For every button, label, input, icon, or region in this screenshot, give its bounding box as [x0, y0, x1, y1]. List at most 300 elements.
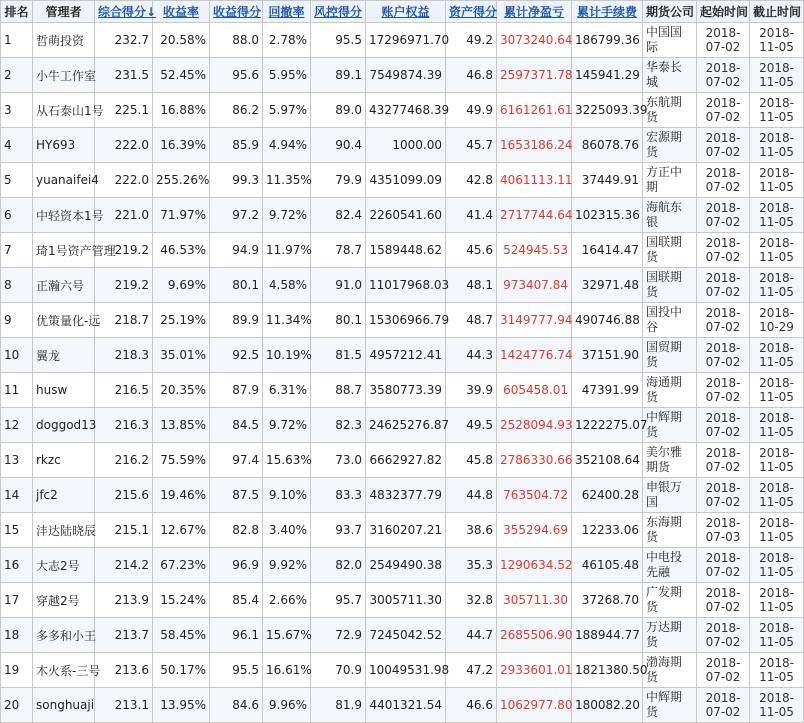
return-score-cell: 94.9	[210, 233, 263, 268]
cum-profit-cell: 6161261.61	[497, 93, 572, 128]
score-cell: 214.2	[95, 548, 153, 583]
risk-score-cell: 95.5	[311, 23, 366, 58]
sort-cum-profit-header[interactable]: 累计净盈亏	[497, 1, 572, 23]
end-date-cell: 2018-11-05	[750, 618, 804, 653]
futures-company-cell: 宏源期货	[643, 128, 697, 163]
cum-profit-cell: 1424776.74	[497, 338, 572, 373]
return-score-cell: 96.9	[210, 548, 263, 583]
risk-score-cell: 73.0	[311, 443, 366, 478]
table-row	[1, 478, 804, 513]
asset-score-cell: 45.8	[446, 443, 497, 478]
cum-fee-cell: 47391.99	[572, 373, 643, 408]
cum-fee-cell: 186799.36	[572, 23, 643, 58]
return-cell: 20.35%	[153, 373, 210, 408]
manager-link[interactable]: 中轻资本1号	[33, 198, 95, 233]
asset-score-cell: 38.6	[446, 513, 497, 548]
rank-cell: 8	[1, 268, 33, 303]
equity-cell: 3580773.39	[366, 373, 446, 408]
manager-link[interactable]: doggod13	[33, 408, 95, 443]
futures-company-cell: 东海期货	[643, 513, 697, 548]
manager-link[interactable]: 正瀚六号	[33, 268, 95, 303]
asset-score-cell: 48.1	[446, 268, 497, 303]
start-date-cell: 2018-07-02	[697, 478, 750, 513]
drawdown-cell: 9.72%	[263, 198, 311, 233]
return-score-cell: 89.9	[210, 303, 263, 338]
score-cell: 222.0	[95, 128, 153, 163]
cum-profit-cell: 1290634.52	[497, 548, 572, 583]
return-cell: 9.69%	[153, 268, 210, 303]
score-cell: 232.7	[95, 23, 153, 58]
manager-link[interactable]: 哲萌投资	[33, 23, 95, 58]
rank-cell: 16	[1, 548, 33, 583]
asset-score-cell: 46.6	[446, 688, 497, 723]
equity-cell: 7245042.52	[366, 618, 446, 653]
score-cell: 216.5	[95, 373, 153, 408]
asset-score-cell: 49.9	[446, 93, 497, 128]
return-score-cell: 95.5	[210, 653, 263, 688]
cum-profit-cell: 2717744.64	[497, 198, 572, 233]
header-end-date: 截止时间	[750, 1, 804, 23]
end-date-cell: 2018-11-05	[750, 198, 804, 233]
cum-profit-cell: 605458.01	[497, 373, 572, 408]
equity-cell: 24625276.87	[366, 408, 446, 443]
sort-score-header[interactable]: 综合得分↓	[95, 1, 153, 23]
score-cell: 219.2	[95, 233, 153, 268]
header-row	[1, 1, 804, 23]
start-date-cell: 2018-07-02	[697, 373, 750, 408]
rank-cell: 15	[1, 513, 33, 548]
equity-cell: 3160207.21	[366, 513, 446, 548]
cum-profit-cell: 2685506.90	[497, 618, 572, 653]
table-row	[1, 338, 804, 373]
risk-score-cell: 78.7	[311, 233, 366, 268]
cum-fee-cell: 37151.90	[572, 338, 643, 373]
futures-company-cell: 美尔雅期货	[643, 443, 697, 478]
start-date-cell: 2018-07-02	[697, 23, 750, 58]
manager-link[interactable]: husw	[33, 373, 95, 408]
table-row	[1, 408, 804, 443]
table-row	[1, 163, 804, 198]
manager-link[interactable]: 小牛工作室	[33, 58, 95, 93]
futures-company-cell: 中辉期货	[643, 688, 697, 723]
risk-score-cell: 82.0	[311, 548, 366, 583]
equity-cell: 3005711.30	[366, 583, 446, 618]
table-row	[1, 513, 804, 548]
return-score-cell: 92.5	[210, 338, 263, 373]
manager-link[interactable]: rkzc	[33, 443, 95, 478]
cum-fee-cell: 86078.76	[572, 128, 643, 163]
score-cell: 213.7	[95, 618, 153, 653]
cum-fee-cell: 352108.64	[572, 443, 643, 478]
manager-link[interactable]: 大志2号	[33, 548, 95, 583]
asset-score-cell: 39.9	[446, 373, 497, 408]
table-row	[1, 268, 804, 303]
start-date-cell: 2018-07-02	[697, 128, 750, 163]
rank-cell: 1	[1, 23, 33, 58]
futures-company-cell: 海通期货	[643, 373, 697, 408]
start-date-cell: 2018-07-03	[697, 513, 750, 548]
futures-company-cell: 东航期货	[643, 93, 697, 128]
cum-fee-cell: 3225093.39	[572, 93, 643, 128]
return-cell: 46.53%	[153, 233, 210, 268]
asset-score-cell: 32.8	[446, 583, 497, 618]
score-cell: 222.0	[95, 163, 153, 198]
risk-score-cell: 81.9	[311, 688, 366, 723]
return-score-cell: 82.8	[210, 513, 263, 548]
return-cell: 13.85%	[153, 408, 210, 443]
risk-score-cell: 79.9	[311, 163, 366, 198]
rank-cell: 14	[1, 478, 33, 513]
cum-fee-cell: 46105.48	[572, 548, 643, 583]
risk-score-cell: 93.7	[311, 513, 366, 548]
equity-cell: 2549490.38	[366, 548, 446, 583]
end-date-cell: 2018-11-05	[750, 513, 804, 548]
end-date-cell: 2018-11-05	[750, 58, 804, 93]
asset-score-cell: 44.8	[446, 478, 497, 513]
manager-link[interactable]: HY693	[33, 128, 95, 163]
risk-score-cell: 91.0	[311, 268, 366, 303]
rank-cell: 3	[1, 93, 33, 128]
return-score-cell: 86.2	[210, 93, 263, 128]
cum-profit-cell: 3149777.94	[497, 303, 572, 338]
score-cell: 216.3	[95, 408, 153, 443]
rank-cell: 10	[1, 338, 33, 373]
asset-score-cell: 46.8	[446, 58, 497, 93]
return-score-cell: 80.1	[210, 268, 263, 303]
table-row	[1, 128, 804, 163]
header-rank: 排名	[1, 1, 33, 23]
manager-link[interactable]: 沣达陆晓辰	[33, 513, 95, 548]
drawdown-cell: 9.72%	[263, 408, 311, 443]
cum-fee-cell: 1821380.50	[572, 653, 643, 688]
drawdown-cell: 5.97%	[263, 93, 311, 128]
risk-score-cell: 95.7	[311, 583, 366, 618]
score-cell: 218.7	[95, 303, 153, 338]
risk-score-cell: 81.5	[311, 338, 366, 373]
sort-equity-header[interactable]: 账户权益	[366, 1, 446, 23]
end-date-cell: 2018-11-05	[750, 23, 804, 58]
asset-score-cell: 41.4	[446, 198, 497, 233]
rank-cell: 5	[1, 163, 33, 198]
cum-fee-cell: 1222275.07	[572, 408, 643, 443]
cum-profit-cell: 973407.84	[497, 268, 572, 303]
drawdown-cell: 2.66%	[263, 583, 311, 618]
rank-cell: 17	[1, 583, 33, 618]
end-date-cell: 2018-10-29	[750, 303, 804, 338]
rank-cell: 4	[1, 128, 33, 163]
sort-cum-fee-header[interactable]: 累计手续费	[572, 1, 643, 23]
cum-fee-cell: 180082.20	[572, 688, 643, 723]
table-row	[1, 303, 804, 338]
rank-cell: 13	[1, 443, 33, 478]
return-score-cell: 97.4	[210, 443, 263, 478]
return-score-cell: 87.5	[210, 478, 263, 513]
equity-cell: 6662927.82	[366, 443, 446, 478]
return-score-cell: 88.0	[210, 23, 263, 58]
sort-asset-score-header[interactable]: 资产得分	[446, 1, 497, 23]
asset-score-cell: 49.5	[446, 408, 497, 443]
cum-fee-cell: 16414.47	[572, 233, 643, 268]
drawdown-cell: 11.35%	[263, 163, 311, 198]
equity-cell: 4351099.09	[366, 163, 446, 198]
equity-cell: 17296971.70	[366, 23, 446, 58]
header-start-date: 起始时间	[697, 1, 750, 23]
end-date-cell: 2018-11-05	[750, 478, 804, 513]
manager-link[interactable]: jfc2	[33, 478, 95, 513]
return-cell: 50.17%	[153, 653, 210, 688]
futures-company-cell: 国联期货	[643, 268, 697, 303]
equity-cell: 2260541.60	[366, 198, 446, 233]
manager-link[interactable]: songhuaji	[33, 688, 95, 723]
rank-cell: 9	[1, 303, 33, 338]
asset-score-cell: 44.3	[446, 338, 497, 373]
sort-drawdown-header[interactable]: 回撤率	[263, 1, 311, 23]
start-date-cell: 2018-07-02	[697, 548, 750, 583]
table-row	[1, 653, 804, 688]
equity-cell: 15306966.79	[366, 303, 446, 338]
end-date-cell: 2018-11-05	[750, 583, 804, 618]
table-row	[1, 373, 804, 408]
manager-link[interactable]: 从石泰山1号	[33, 93, 95, 128]
futures-company-cell: 国贸期货	[643, 338, 697, 373]
futures-company-cell: 中辉期货	[643, 408, 697, 443]
start-date-cell: 2018-07-02	[697, 198, 750, 233]
equity-cell: 1000.00	[366, 128, 446, 163]
cum-profit-cell: 1062977.80	[497, 688, 572, 723]
futures-company-cell: 中国国际	[643, 23, 697, 58]
cum-profit-cell: 3073240.64	[497, 23, 572, 58]
sort-return-score-header[interactable]: 收益得分	[210, 1, 263, 23]
cum-fee-cell: 62400.28	[572, 478, 643, 513]
return-cell: 12.67%	[153, 513, 210, 548]
risk-score-cell: 70.9	[311, 653, 366, 688]
drawdown-cell: 6.31%	[263, 373, 311, 408]
return-cell: 16.39%	[153, 128, 210, 163]
futures-company-cell: 华泰长城	[643, 58, 697, 93]
return-cell: 19.46%	[153, 478, 210, 513]
return-cell: 20.58%	[153, 23, 210, 58]
start-date-cell: 2018-07-02	[697, 163, 750, 198]
equity-cell: 43277468.39	[366, 93, 446, 128]
rank-cell: 19	[1, 653, 33, 688]
return-cell: 15.24%	[153, 583, 210, 618]
return-score-cell: 84.5	[210, 408, 263, 443]
drawdown-cell: 4.94%	[263, 128, 311, 163]
end-date-cell: 2018-11-05	[750, 688, 804, 723]
score-cell: 215.6	[95, 478, 153, 513]
header-manager: 管理者	[33, 1, 95, 23]
table-row	[1, 688, 804, 723]
start-date-cell: 2018-07-02	[697, 233, 750, 268]
table-row	[1, 548, 804, 583]
end-date-cell: 2018-11-05	[750, 128, 804, 163]
risk-score-cell: 88.7	[311, 373, 366, 408]
cum-profit-cell: 355294.69	[497, 513, 572, 548]
risk-score-cell: 83.3	[311, 478, 366, 513]
drawdown-cell: 10.19%	[263, 338, 311, 373]
cum-profit-cell: 763504.72	[497, 478, 572, 513]
risk-score-cell: 90.4	[311, 128, 366, 163]
sort-return-header[interactable]: 收益率	[153, 1, 210, 23]
end-date-cell: 2018-11-05	[750, 548, 804, 583]
futures-company-cell: 渤海期货	[643, 653, 697, 688]
rank-cell: 2	[1, 58, 33, 93]
cum-profit-cell: 1653186.24	[497, 128, 572, 163]
drawdown-cell: 9.10%	[263, 478, 311, 513]
return-score-cell: 84.6	[210, 688, 263, 723]
rank-cell: 11	[1, 373, 33, 408]
score-cell: 218.3	[95, 338, 153, 373]
return-score-cell: 85.9	[210, 128, 263, 163]
start-date-cell: 2018-07-02	[697, 653, 750, 688]
asset-score-cell: 48.7	[446, 303, 497, 338]
header-futures-co: 期货公司	[643, 1, 697, 23]
cum-profit-cell: 2786330.66	[497, 443, 572, 478]
drawdown-cell: 9.96%	[263, 688, 311, 723]
risk-score-cell: 80.1	[311, 303, 366, 338]
manager-link[interactable]: 翼龙	[33, 338, 95, 373]
return-cell: 25.19%	[153, 303, 210, 338]
start-date-cell: 2018-07-02	[697, 408, 750, 443]
drawdown-cell: 2.78%	[263, 23, 311, 58]
return-cell: 255.26%	[153, 163, 210, 198]
futures-company-cell: 方正中期	[643, 163, 697, 198]
cum-fee-cell: 490746.88	[572, 303, 643, 338]
start-date-cell: 2018-07-02	[697, 58, 750, 93]
futures-company-cell: 海航东银	[643, 198, 697, 233]
score-cell: 216.2	[95, 443, 153, 478]
score-cell: 213.1	[95, 688, 153, 723]
equity-cell: 4832377.79	[366, 478, 446, 513]
cum-fee-cell: 145941.29	[572, 58, 643, 93]
start-date-cell: 2018-07-02	[697, 268, 750, 303]
manager-link[interactable]: 多多和小王	[33, 618, 95, 653]
end-date-cell: 2018-11-05	[750, 408, 804, 443]
score-cell: 213.6	[95, 653, 153, 688]
table-row	[1, 58, 804, 93]
rank-cell: 6	[1, 198, 33, 233]
table-row	[1, 443, 804, 478]
table-row	[1, 198, 804, 233]
risk-score-cell: 82.4	[311, 198, 366, 233]
start-date-cell: 2018-07-02	[697, 688, 750, 723]
start-date-cell: 2018-07-02	[697, 618, 750, 653]
drawdown-cell: 11.34%	[263, 303, 311, 338]
drawdown-cell: 3.40%	[263, 513, 311, 548]
futures-company-cell: 申银万国	[643, 478, 697, 513]
risk-score-cell: 89.1	[311, 58, 366, 93]
start-date-cell: 2018-07-02	[697, 338, 750, 373]
rank-cell: 18	[1, 618, 33, 653]
return-score-cell: 97.2	[210, 198, 263, 233]
cum-profit-cell: 2528094.93	[497, 408, 572, 443]
sort-risk-score-header[interactable]: 风控得分	[311, 1, 366, 23]
table-row	[1, 23, 804, 58]
drawdown-cell: 15.67%	[263, 618, 311, 653]
asset-score-cell: 49.2	[446, 23, 497, 58]
asset-score-cell: 45.7	[446, 128, 497, 163]
equity-cell: 4401321.54	[366, 688, 446, 723]
end-date-cell: 2018-11-05	[750, 268, 804, 303]
table-row	[1, 583, 804, 618]
end-date-cell: 2018-11-05	[750, 443, 804, 478]
cum-profit-cell: 305711.30	[497, 583, 572, 618]
manager-link[interactable]: 木火系-三号	[33, 653, 95, 688]
return-score-cell: 99.3	[210, 163, 263, 198]
score-cell: 231.5	[95, 58, 153, 93]
return-score-cell: 96.1	[210, 618, 263, 653]
cum-profit-cell: 2933601.01	[497, 653, 572, 688]
drawdown-cell: 11.97%	[263, 233, 311, 268]
drawdown-cell: 4.58%	[263, 268, 311, 303]
risk-score-cell: 82.3	[311, 408, 366, 443]
asset-score-cell: 44.7	[446, 618, 497, 653]
score-cell: 221.0	[95, 198, 153, 233]
manager-link[interactable]: 优策量化-远	[33, 303, 95, 338]
score-cell: 225.1	[95, 93, 153, 128]
rank-cell: 12	[1, 408, 33, 443]
score-cell: 215.1	[95, 513, 153, 548]
start-date-cell: 2018-07-02	[697, 93, 750, 128]
equity-cell: 1589448.62	[366, 233, 446, 268]
end-date-cell: 2018-11-05	[750, 93, 804, 128]
manager-link[interactable]: 琦1号资产管理	[33, 233, 95, 268]
return-score-cell: 95.6	[210, 58, 263, 93]
table-row	[1, 233, 804, 268]
cum-fee-cell: 12233.06	[572, 513, 643, 548]
drawdown-cell: 15.63%	[263, 443, 311, 478]
return-cell: 71.97%	[153, 198, 210, 233]
table-row	[1, 618, 804, 653]
start-date-cell: 2018-07-02	[697, 303, 750, 338]
asset-score-cell: 45.6	[446, 233, 497, 268]
cum-profit-cell: 2597371.78	[497, 58, 572, 93]
futures-company-cell: 广发期货	[643, 583, 697, 618]
start-date-cell: 2018-07-02	[697, 583, 750, 618]
cum-fee-cell: 32971.48	[572, 268, 643, 303]
cum-profit-cell: 524945.53	[497, 233, 572, 268]
start-date-cell: 2018-07-02	[697, 443, 750, 478]
cum-fee-cell: 102315.36	[572, 198, 643, 233]
manager-link[interactable]: 穿越2号	[33, 583, 95, 618]
end-date-cell: 2018-11-05	[750, 338, 804, 373]
return-cell: 16.88%	[153, 93, 210, 128]
manager-link[interactable]: yuanaifei4	[33, 163, 95, 198]
end-date-cell: 2018-11-05	[750, 653, 804, 688]
futures-company-cell: 国投中谷	[643, 303, 697, 338]
return-cell: 35.01%	[153, 338, 210, 373]
equity-cell: 11017968.03	[366, 268, 446, 303]
end-date-cell: 2018-11-05	[750, 233, 804, 268]
rank-cell: 20	[1, 688, 33, 723]
asset-score-cell: 47.2	[446, 653, 497, 688]
equity-cell: 4957212.41	[366, 338, 446, 373]
equity-cell: 10049531.98	[366, 653, 446, 688]
asset-score-cell: 35.3	[446, 548, 497, 583]
return-cell: 58.45%	[153, 618, 210, 653]
risk-score-cell: 72.9	[311, 618, 366, 653]
cum-profit-cell: 4061113.11	[497, 163, 572, 198]
return-cell: 67.23%	[153, 548, 210, 583]
drawdown-cell: 5.95%	[263, 58, 311, 93]
futures-company-cell: 万达期货	[643, 618, 697, 653]
end-date-cell: 2018-11-05	[750, 163, 804, 198]
futures-company-cell: 中电投先融	[643, 548, 697, 583]
drawdown-cell: 16.61%	[263, 653, 311, 688]
return-score-cell: 87.9	[210, 373, 263, 408]
equity-cell: 7549874.39	[366, 58, 446, 93]
asset-score-cell: 42.8	[446, 163, 497, 198]
